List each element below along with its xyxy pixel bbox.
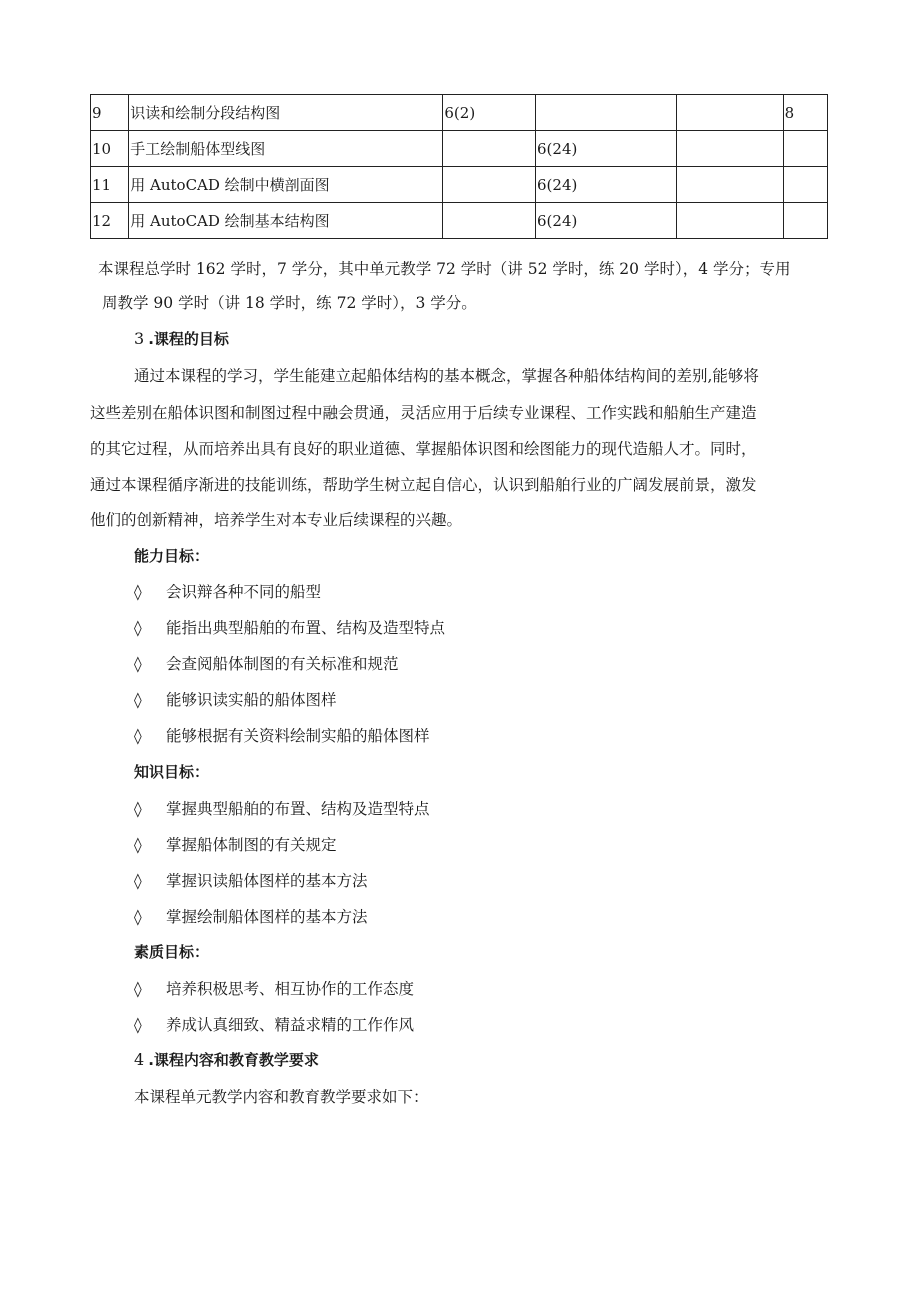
table-cell [676, 95, 783, 131]
section-number: 3 [134, 329, 145, 348]
section-title: .课程内容和教育教学要求 [148, 1051, 319, 1069]
list-item: ◊ 会识辩各种不同的船型 [134, 583, 322, 601]
list-item: ◊ 掌握绘制船体图样的基本方法 [134, 908, 368, 926]
paragraph-line: 通过本课程的学习，学生能建立起船体结构的基本概念，掌握各种船体结构间的差别,能够将 [134, 367, 759, 385]
table-cell: 6(24) [536, 167, 677, 203]
paragraph-line: 他们的创新精神，培养学生对本专业后续课程的兴趣。 [90, 511, 463, 529]
diamond-bullet-icon: ◊ [134, 691, 142, 709]
hours-table [90, 94, 828, 239]
diamond-bullet-icon: ◊ [134, 980, 142, 998]
table-cell [536, 95, 677, 131]
knowledge-goals-title: 知识目标： [134, 763, 210, 781]
list-item: ◊ 掌握识读船体图样的基本方法 [134, 872, 368, 890]
list-item: ◊ 会查阅船体制图的有关标准和规范 [134, 655, 399, 673]
diamond-bullet-icon: ◊ [134, 583, 142, 601]
diamond-bullet-icon: ◊ [134, 908, 142, 926]
diamond-bullet-icon: ◊ [134, 800, 142, 818]
table-cell [676, 203, 783, 239]
summary-line-1: 本课程总学时 162 学时，7 学分，其中单元教学 72 学时（讲 52 学时，练 20 学时），4 学分；专用 [98, 260, 791, 278]
diamond-bullet-icon: ◊ [134, 872, 142, 890]
list-item: ◊ 养成认真细致、精益求精的工作作风 [134, 1016, 415, 1034]
list-item: ◊ 掌握船体制图的有关规定 [134, 836, 337, 854]
paragraph-line: 的其它过程，从而培养出具有良好的职业道德、掌握船体识图和绘图能力的现代造船人才。同时， [90, 440, 757, 458]
table-cell [783, 167, 827, 203]
diamond-bullet-icon: ◊ [134, 1016, 142, 1034]
table-row [91, 203, 828, 239]
table-cell: 6(24) [536, 203, 677, 239]
table-cell [443, 131, 536, 167]
table-cell: 用 AutoCAD 绘制中横剖面图 [129, 167, 443, 203]
section-title: .课程的目标 [148, 330, 229, 348]
table-cell: 11 [91, 167, 129, 203]
table-cell: 9 [91, 95, 129, 131]
section-number: 4 [134, 1050, 145, 1069]
section-4-heading [134, 1049, 319, 1070]
list-item: ◊ 能指出典型船舶的布置、结构及造型特点 [134, 619, 446, 637]
paragraph-line: 通过本课程循序渐进的技能训练，帮助学生树立起自信心，认识到船舶行业的广阔发展前景，激发 [90, 476, 757, 494]
diamond-bullet-icon: ◊ [134, 836, 142, 854]
table-cell: 6(2) [443, 95, 536, 131]
table-cell [443, 167, 536, 203]
table-cell: 6(24) [536, 131, 677, 167]
section-4-paragraph: 本课程单元教学内容和教育教学要求如下： [134, 1088, 429, 1106]
diamond-bullet-icon: ◊ [134, 619, 142, 637]
table-cell [443, 203, 536, 239]
list-item: ◊ 掌握典型船舶的布置、结构及造型特点 [134, 800, 430, 818]
table-cell: 手工绘制船体型线图 [129, 131, 443, 167]
table-cell [676, 167, 783, 203]
table-cell [783, 203, 827, 239]
table-cell [676, 131, 783, 167]
diamond-bullet-icon: ◊ [134, 727, 142, 745]
table-cell [783, 131, 827, 167]
paragraph-line: 这些差别在船体识图和制图过程中融会贯通，灵活应用于后续专业课程、工作实践和船舶生产建造 [90, 404, 757, 422]
table-row [91, 167, 828, 203]
list-item: ◊ 能够识读实船的船体图样 [134, 691, 337, 709]
table-cell: 8 [783, 95, 827, 131]
table-row [91, 95, 828, 131]
ability-goals-title: 能力目标： [134, 547, 210, 565]
diamond-bullet-icon: ◊ [134, 655, 142, 673]
list-item: ◊ 培养积极思考、相互协作的工作态度 [134, 980, 415, 998]
quality-goals-title: 素质目标： [134, 943, 210, 961]
table-cell: 识读和绘制分段结构图 [129, 95, 443, 131]
section-3-heading [134, 328, 229, 349]
table-cell: 用 AutoCAD 绘制基本结构图 [129, 203, 443, 239]
table-cell: 10 [91, 131, 129, 167]
table-cell: 12 [91, 203, 129, 239]
list-item: ◊ 能够根据有关资料绘制实船的船体图样 [134, 727, 430, 745]
summary-line-2: 周教学 90 学时（讲 18 学时，练 72 学时），3 学分。 [102, 294, 477, 312]
table-row [91, 131, 828, 167]
